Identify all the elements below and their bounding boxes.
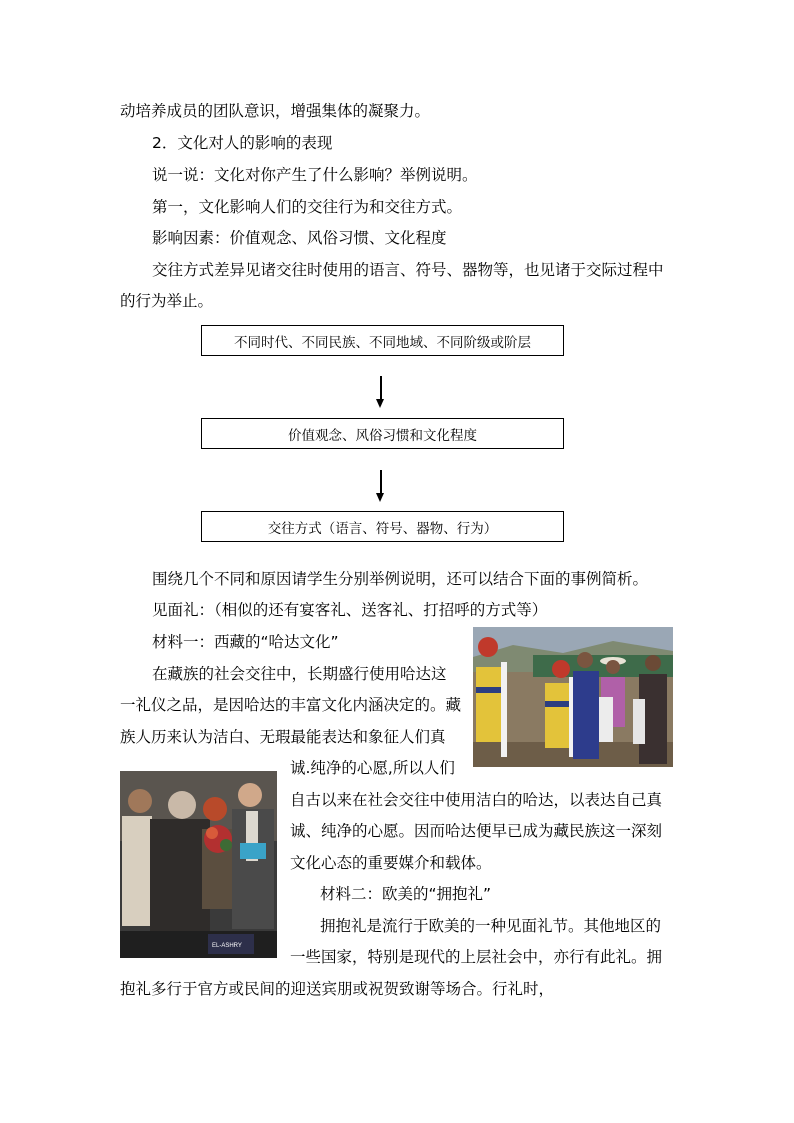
- material-heading: 材料一：西藏的“哈达文化”: [152, 633, 339, 651]
- paragraph-line: 诚、纯净的心愿。因而哈达便早已成为藏民族这一深刻: [290, 822, 663, 840]
- paragraph-line: 影响因素：价值观念、风俗习惯、文化程度: [152, 229, 447, 247]
- paragraph-line: 围绕几个不同和原因请学生分别举例说明，还可以结合下面的事例简析。: [152, 570, 649, 588]
- material-heading: 材料二：欧美的“拥抱礼”: [320, 885, 492, 903]
- nameplate-text: EL-ASHRY: [212, 943, 242, 949]
- flowchart-box-values: 价值观念、风俗习惯和文化程度: [201, 418, 564, 449]
- paragraph-line: 自古以来在社会交往中使用洁白的哈达，以表达自己真: [290, 791, 663, 809]
- paragraph-line: 的行为举止。: [120, 292, 214, 310]
- paragraph-line: 第一，文化影响人们的交往行为和交往方式。: [152, 198, 463, 216]
- hada-photo: [473, 627, 673, 767]
- paragraph-line: 动培养成员的团队意识，增强集体的凝聚力。: [120, 102, 431, 120]
- paragraph-line: 诚.纯净的心愿,所以人们: [290, 759, 455, 777]
- flowchart-box-communication: 交往方式（语言、符号、器物、行为）: [201, 511, 564, 542]
- paragraph-line: 拥抱礼是流行于欧美的一种见面礼节。其他地区的: [320, 917, 662, 935]
- flowchart-box-factors: 不同时代、不同民族、不同地域、不同阶级或阶层: [201, 325, 564, 356]
- paragraph-line: 交往方式差异见诸交往时使用的语言、符号、器物等，也见诸于交际过程中: [152, 261, 664, 279]
- hada-scene-image: [473, 627, 673, 767]
- paragraph-line: 文化心态的重要媒介和载体。: [290, 854, 492, 872]
- paragraph-line: 抱礼多行于官方或民间的迎送宾朋或祝贺致谢等场合。行礼时，: [120, 980, 555, 998]
- paragraph-line: 见面礼：（相似的还有宴客礼、送客礼、打招呼的方式等）: [152, 601, 548, 619]
- hug-photo: [120, 771, 277, 958]
- paragraph-line: 一礼仪之品，是因哈达的丰富文化内涵决定的。藏: [120, 696, 462, 714]
- paragraph-line: 族人历来认为洁白、无瑕最能表达和象征人们真: [120, 728, 446, 746]
- discussion-prompt: 说一说：文化对你产生了什么影响？举例说明。: [152, 166, 478, 184]
- hug-scene-image: [120, 771, 277, 958]
- paragraph-line: 一些国家，特别是现代的上层社会中，亦行有此礼。拥: [290, 948, 663, 966]
- paragraph-line: 在藏族的社会交往中，长期盛行使用哈达这: [152, 665, 447, 683]
- section-heading: 2．文化对人的影响的表现: [152, 134, 333, 152]
